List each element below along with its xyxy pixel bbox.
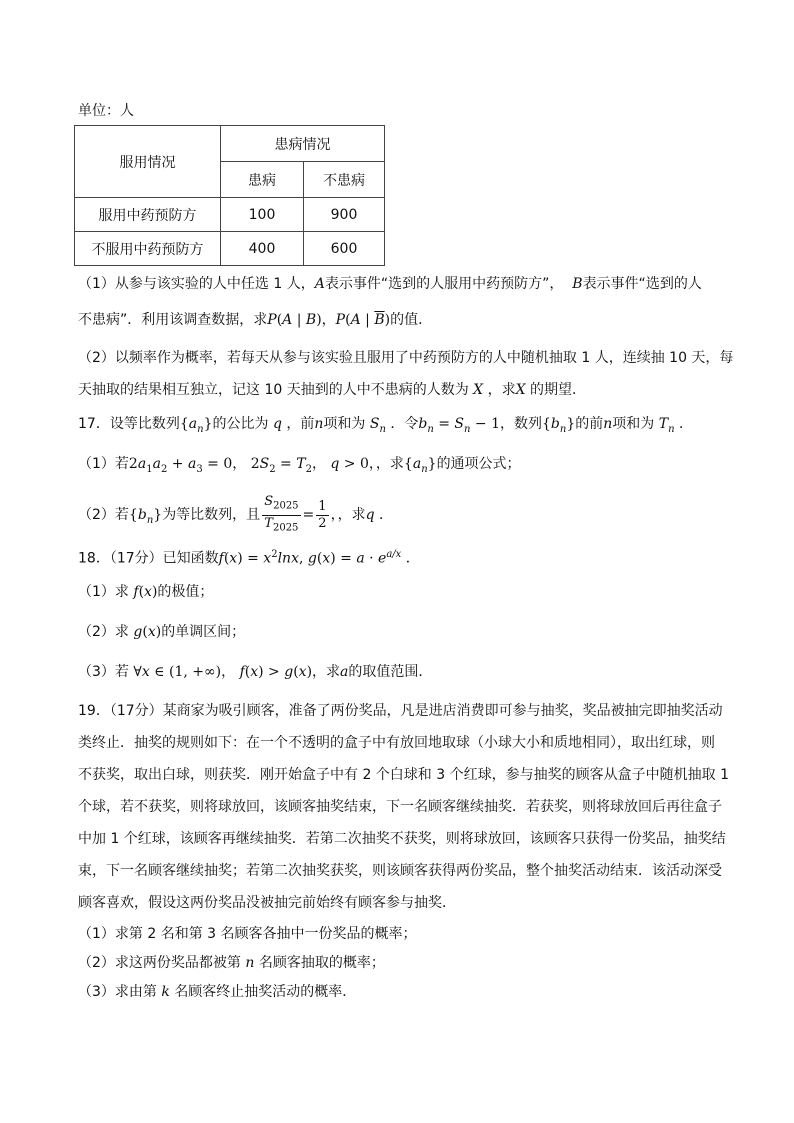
q19-part2: （2）求这两份奖品都被第 n 名顾客抽取的概率；: [78, 955, 385, 971]
q17-part1: （1）若$2a_1a_2 + a_3 = 0$， $2S_2 = T_2$， q > 0，，求$\{a_n\}$的通项公式；: [78, 456, 521, 475]
q16-part1-line2: 不患病”．利用该调查数据，求P(A | B)，P(A | $\overline{B}$)的值．: [78, 312, 433, 328]
q19-line: 顾客喜欢，假设这两份奖品没被抽完前始终有顾客参与抽奖．: [78, 895, 456, 911]
q19-part3: （3）求由第 k 名顾客终止抽奖活动的概率．: [78, 984, 357, 1000]
q17-stem: 17．设等比数列$\{a_n\}$的公比为 q ，前n项和为 $S_n$ ．令$b_n = S_n - 1$，数列$\{b_n\}$的前n项和为 $T_n$ ．: [78, 416, 693, 435]
table-header-disease: 患病情况: [221, 126, 385, 162]
table-cell: 900: [304, 198, 385, 232]
table-row-label: 不服用中药预防方: [75, 232, 221, 266]
q19-line: 中加 1 个红球，该顾客再继续抽奖．若第二次抽奖不获奖，则将球放回，该顾客只获得一份奖品，抽奖结: [78, 831, 726, 847]
table-cell: 400: [221, 232, 304, 266]
q19-line: 束，下一名顾客继续抽奖；若第二次抽奖获奖，则该顾客获得两份奖品，整个抽奖活动结束．该活动深受: [78, 863, 722, 879]
q18-stem: 18．（17分）已知函数$f(x) = x^2\ln x$, $g(x) = a \cdot e^{a/x}$ ．: [78, 549, 420, 567]
table-subheader-sick: 患病: [221, 162, 304, 198]
table-header-usage: 服用情况: [75, 126, 221, 198]
q19-line: 类终止．抽奖的规则如下：在一个不透明的盒子中有放回地取球（小球大小和质地相同），取出红球，则: [78, 735, 715, 751]
q18-part2: （2）求 g(x)的单调区间；: [78, 624, 246, 640]
table-subheader-not-sick: 不患病: [304, 162, 385, 198]
q18-part1: （1）求 f(x)的极值；: [78, 584, 214, 600]
table-cell: 600: [304, 232, 385, 266]
q19-line: 个球，若不获奖，则将球放回，该顾客抽奖结束，下一名顾客继续抽奖．若获奖，则将球放回后再往盒子: [78, 799, 722, 815]
table-row: [75, 232, 385, 266]
q16-part2-line1: （2）以频率作为概率，若每天从参与该实验且服用了中药预防方的人中随机抽取 1 人，连续抽 10 天，每: [78, 350, 734, 366]
q19-line: 不获奖，取出白球，则获奖．刚开始盒子中有 2 个白球和 3 个红球，参与抽奖的顾客从盒子中随机抽取 1: [78, 767, 729, 783]
q16-part1-line1: （1）从参与该实验的人中任选 1 人，A表示事件“选到的人服用中药预防方”， B表示事件“选到的人: [78, 276, 702, 292]
q18-part3: （3）若 ∀x ∈ (1, +∞)， f(x) > g(x)，求a的取值范围．: [78, 664, 433, 680]
q16-part2-line2: 天抽取的结果相互独立，记这 10 天抽到的人中不患病的人数为 X ，求X 的期望．: [78, 382, 587, 398]
q19-line: 19．（17分）某商家为吸引顾客，准备了两份奖品，凡是进店消费即可参与抽奖，奖品被抽完即抽奖活动: [78, 703, 723, 719]
table-cell: 100: [221, 198, 304, 232]
unit-label: 单位：人: [78, 103, 134, 119]
q19-part1: （1）求第 2 名和第 3 名顾客各抽中一份奖品的概率；: [78, 926, 417, 942]
survey-table: [74, 125, 385, 266]
table-row: [75, 198, 385, 232]
table-row-label: 服用中药预防方: [75, 198, 221, 232]
q17-part2: （2）若$\{b_n\}$为等比数列，且 $\frac{S_{2025}}{T_{2025}}$ = $\frac{1}{2}$ ，，求q ．: [78, 494, 393, 534]
